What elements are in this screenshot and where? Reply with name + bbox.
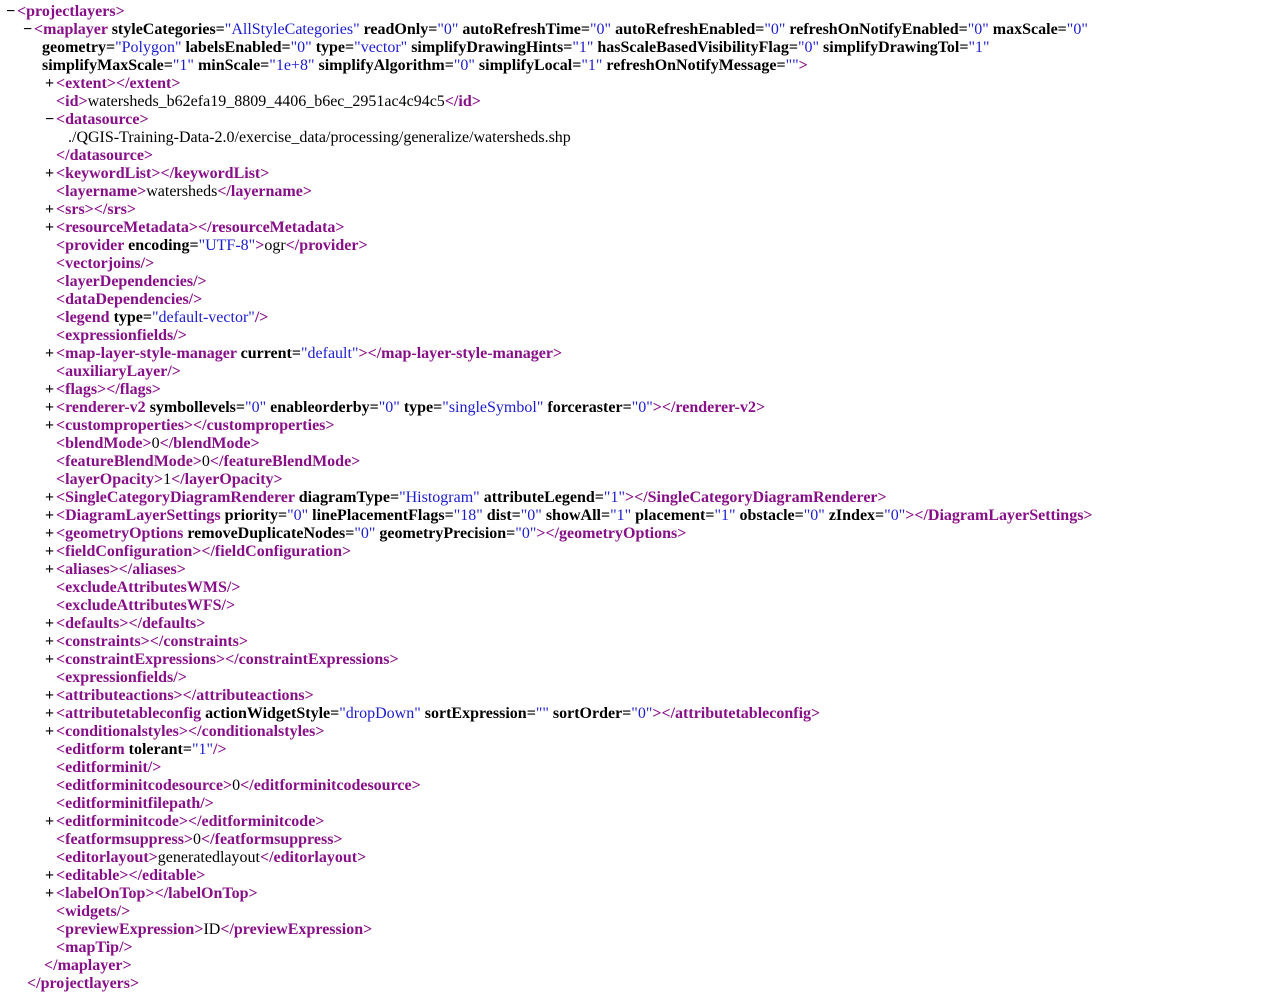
xml-attribute-name: hasScaleBasedVisibilityFlag= [593, 39, 798, 56]
xml-text-content: ./QGIS-Training-Data-2.0/exercise_data/processing/generalize/watersheds.shp [68, 129, 571, 146]
xml-attribute-name: minScale= [193, 57, 270, 74]
xml-attribute-value: "0" [631, 705, 653, 722]
xml-attribute-value: "0" [520, 507, 542, 524]
xml-attribute-value: "default" [300, 345, 359, 362]
xml-attribute-name: styleCategories= [107, 21, 225, 38]
xml-attribute-value: "dropDown" [339, 705, 421, 722]
xml-line [0, 345, 1266, 363]
xml-attribute-value: "singleSymbol" [442, 399, 544, 416]
xml-line [0, 507, 1266, 525]
expand-toggle-icon[interactable]: + [45, 417, 55, 434]
xml-line [0, 705, 1266, 723]
xml-tag: ></map-layer-style-manager> [358, 345, 563, 362]
xml-attribute-name: diagramType= [294, 489, 400, 506]
xml-attribute-value: "default-vector" [152, 309, 255, 326]
xml-attribute-name: type= [399, 399, 443, 416]
xml-tag: <editorlayout> [56, 849, 158, 866]
expand-toggle-icon[interactable]: + [45, 219, 55, 236]
collapse-toggle-icon[interactable]: − [23, 21, 33, 38]
xml-tag: <keywordList></keywordList> [56, 165, 270, 182]
expand-toggle-icon[interactable]: + [45, 543, 55, 560]
xml-line [0, 129, 1266, 147]
xml-tag: <customproperties></customproperties> [56, 417, 335, 434]
xml-attribute-value: "0" [967, 21, 989, 38]
xml-line [0, 867, 1266, 885]
xml-attribute-name: obstacle= [735, 507, 804, 524]
xml-line [0, 165, 1266, 183]
xml-line [0, 363, 1266, 381]
expand-toggle-icon[interactable]: + [45, 201, 55, 218]
xml-tag: <widgets/> [56, 903, 131, 920]
xml-tag: <attributetableconfig [56, 705, 202, 722]
xml-tag: <expressionfields/> [56, 327, 187, 344]
xml-attribute-value: "0" [1066, 21, 1088, 38]
xml-tag: <map-layer-style-manager [56, 345, 237, 362]
xml-tag: <layerOpacity> [56, 471, 164, 488]
xml-attribute-name: current= [236, 345, 301, 362]
xml-line [0, 723, 1266, 741]
xml-tag: <maplayer [34, 21, 108, 38]
xml-line [0, 903, 1266, 921]
xml-attribute-value: "AllStyleCategories" [224, 21, 360, 38]
xml-tag: <provider [56, 237, 125, 254]
xml-line [0, 615, 1266, 633]
xml-tag: ></renderer-v2> [652, 399, 766, 416]
expand-toggle-icon[interactable]: + [45, 165, 55, 182]
xml-tag: <fieldConfiguration></fieldConfiguration> [56, 543, 352, 560]
xml-attribute-value: "0" [245, 399, 267, 416]
xml-attribute-name: refreshOnNotifyMessage= [602, 57, 786, 74]
xml-tag: <featureBlendMode> [56, 453, 202, 470]
xml-line [0, 309, 1266, 327]
xml-attribute-name: actionWidgetStyle= [201, 705, 340, 722]
xml-attribute-value: "1" [581, 57, 603, 74]
xml-line [0, 21, 1266, 39]
xml-attribute-name: autoRefreshTime= [458, 21, 591, 38]
xml-tag: </blendMode> [159, 435, 260, 452]
xml-tag: <editforminitcodesource> [56, 777, 233, 794]
xml-line [0, 795, 1266, 813]
xml-tag: <dataDependencies/> [56, 291, 203, 308]
xml-tag: <datasource> [56, 111, 149, 128]
xml-line [0, 777, 1266, 795]
xml-line [0, 597, 1266, 615]
xml-attribute-value: "1" [172, 57, 194, 74]
xml-line [0, 939, 1266, 957]
xml-attribute-name: simplifyMaxScale= [42, 57, 173, 74]
xml-line [0, 147, 1266, 165]
xml-line [0, 3, 1266, 21]
xml-attribute-name: refreshOnNotifyEnabled= [785, 21, 968, 38]
xml-attribute-name: geometryPrecision= [375, 525, 516, 542]
xml-attribute-value: "vector" [354, 39, 408, 56]
xml-tag: <constraintExpressions></constraintExpressions> [56, 651, 399, 668]
xml-tag: <flags></flags> [56, 381, 161, 398]
xml-line [0, 489, 1266, 507]
xml-attribute-value: "UTF-8" [198, 237, 256, 254]
xml-text-content: 0 [232, 777, 241, 794]
xml-tag: <id> [56, 93, 88, 110]
xml-line [0, 687, 1266, 705]
xml-tag: <excludeAttributesWFS/> [56, 597, 236, 614]
xml-line [0, 831, 1266, 849]
expand-toggle-icon[interactable]: + [45, 75, 55, 92]
xml-attribute-name: linePlacementFlags= [308, 507, 454, 524]
xml-line [0, 219, 1266, 237]
xml-tag: <layerDependencies/> [56, 273, 207, 290]
xml-tag: <labelOnTop></labelOnTop> [56, 885, 258, 902]
xml-line [0, 255, 1266, 273]
xml-line [0, 111, 1266, 129]
xml-tag: <editform [56, 741, 125, 758]
xml-line [0, 93, 1266, 111]
xml-attribute-name: type= [311, 39, 355, 56]
xml-attribute-value: "0" [764, 21, 786, 38]
xml-attribute-name: simplifyAlgorithm= [314, 57, 454, 74]
xml-text-content: generatedlayout [157, 849, 260, 866]
xml-line [0, 741, 1266, 759]
xml-tag: <legend [56, 309, 110, 326]
xml-line [0, 453, 1266, 471]
xml-tag: <editforminitcode></editforminitcode> [56, 813, 325, 830]
expand-toggle-icon[interactable]: + [45, 345, 55, 362]
expand-toggle-icon[interactable]: + [45, 399, 55, 416]
xml-attribute-value: "0" [631, 399, 653, 416]
xml-text-content: 1 [163, 471, 172, 488]
xml-line [0, 291, 1266, 309]
expand-toggle-icon[interactable]: + [45, 489, 55, 506]
xml-attribute-name: symbollevels= [145, 399, 246, 416]
xml-attribute-value: "0" [515, 525, 537, 542]
xml-attribute-value: "1" [191, 741, 214, 758]
expand-toggle-icon[interactable]: + [45, 633, 55, 650]
expand-toggle-icon[interactable]: + [45, 615, 55, 632]
xml-tag: <editforminit/> [56, 759, 162, 776]
xml-tag: </provider> [285, 237, 368, 254]
xml-line [0, 39, 1266, 57]
xml-line [0, 579, 1266, 597]
xml-line [0, 561, 1266, 579]
xml-attribute-name: dist= [482, 507, 521, 524]
xml-tag: <conditionalstyles></conditionalstyles> [56, 723, 325, 740]
expand-toggle-icon[interactable]: + [45, 687, 55, 704]
xml-attribute-value: "1" [968, 39, 990, 56]
xml-line [0, 471, 1266, 489]
expand-toggle-icon[interactable]: + [45, 885, 55, 902]
xml-attribute-value: "Polygon" [115, 39, 182, 56]
xml-tag: <editable></editable> [56, 867, 206, 884]
xml-tag: > [798, 57, 808, 74]
expand-toggle-icon[interactable]: + [45, 705, 55, 722]
xml-attribute-value: "0" [884, 507, 906, 524]
xml-line [0, 957, 1266, 975]
xml-line [0, 57, 1266, 75]
xml-attribute-value: "18" [453, 507, 483, 524]
xml-text-content: 0 [193, 831, 202, 848]
xml-attribute-name: readOnly= [359, 21, 438, 38]
expand-toggle-icon[interactable]: + [45, 867, 55, 884]
xml-attribute-value: "1e+8" [269, 57, 315, 74]
xml-attribute-value: "0" [590, 21, 612, 38]
xml-attribute-value: "0" [354, 525, 376, 542]
xml-tag: <defaults></defaults> [56, 615, 206, 632]
expand-toggle-icon[interactable]: + [45, 813, 55, 830]
xml-text-content: ID [203, 921, 221, 938]
collapse-toggle-icon[interactable]: − [45, 111, 55, 128]
xml-tag: <renderer-v2 [56, 399, 146, 416]
xml-text-content: 0 [201, 453, 210, 470]
xml-attribute-name: encoding= [124, 237, 199, 254]
xml-attribute-value: "1" [714, 507, 736, 524]
collapse-toggle-icon[interactable]: − [6, 3, 16, 20]
xml-line [0, 885, 1266, 903]
xml-tag: </id> [444, 93, 481, 110]
xml-line [0, 921, 1266, 939]
xml-attribute-value: "Histogram" [399, 489, 480, 506]
xml-tag: /> [254, 309, 269, 326]
xml-tag: </featureBlendMode> [209, 453, 361, 470]
xml-attribute-name: maxScale= [988, 21, 1067, 38]
xml-tag: <resourceMetadata></resourceMetadata> [56, 219, 345, 236]
xml-line [0, 651, 1266, 669]
xml-text-content: ogr [264, 237, 286, 254]
xml-attribute-value: "0" [437, 21, 459, 38]
xml-attribute-value: "0" [287, 507, 309, 524]
xml-text-content: watersheds_b62efa19_8809_4406_b6ec_2951ac4c94c5 [87, 93, 445, 110]
xml-attribute-name: sortExpression= [420, 705, 536, 722]
xml-tag: </layername> [217, 183, 312, 200]
xml-tag: </previewExpression> [220, 921, 373, 938]
xml-attribute-name: attributeLegend= [479, 489, 604, 506]
xml-attribute-value: "" [535, 705, 549, 722]
xml-line [0, 399, 1266, 417]
xml-tag: <aliases></aliases> [56, 561, 186, 578]
xml-tag: <srs></srs> [56, 201, 137, 218]
xml-tag: </projectlayers> [27, 975, 140, 992]
xml-attribute-value: "" [785, 57, 799, 74]
xml-attribute-value: "1" [603, 489, 625, 506]
xml-tag: ></attributetableconfig> [652, 705, 821, 722]
xml-tag: <attributeactions></attributeactions> [56, 687, 314, 704]
xml-tag: ></DiagramLayerSettings> [905, 507, 1093, 524]
xml-attribute-value: "0" [378, 399, 400, 416]
xml-line [0, 525, 1266, 543]
xml-line [0, 669, 1266, 687]
xml-tag: <excludeAttributesWMS/> [56, 579, 241, 596]
xml-line [0, 75, 1266, 93]
xml-line [0, 201, 1266, 219]
xml-line [0, 183, 1266, 201]
xml-line [0, 417, 1266, 435]
xml-line [0, 543, 1266, 561]
xml-attribute-name: showAll= [541, 507, 611, 524]
xml-tag: <layername> [56, 183, 147, 200]
xml-tag: </maplayer> [44, 957, 132, 974]
xml-tag: <blendMode> [56, 435, 152, 452]
xml-tag: </layerOpacity> [171, 471, 283, 488]
xml-attribute-value: "0" [797, 39, 820, 56]
xml-attribute-name: priority= [220, 507, 288, 524]
xml-tag: <geometryOptions [56, 525, 184, 542]
xml-tag: <vectorjoins/> [56, 255, 155, 272]
xml-attribute-name: removeDuplicateNodes= [183, 525, 355, 542]
xml-attribute-value: "1" [610, 507, 632, 524]
expand-toggle-icon[interactable]: + [45, 561, 55, 578]
xml-line [0, 813, 1266, 831]
xml-attribute-name: autoRefreshEnabled= [611, 21, 765, 38]
xml-tag: ></geometryOptions> [536, 525, 687, 542]
xml-line [0, 435, 1266, 453]
xml-tag: </editorlayout> [259, 849, 367, 866]
xml-tag: <expressionfields/> [56, 669, 187, 686]
xml-attribute-name: placement= [631, 507, 715, 524]
xml-attribute-name: simplifyDrawingTol= [819, 39, 969, 56]
xml-text-content: watersheds [146, 183, 218, 200]
xml-line [0, 759, 1266, 777]
xml-line [0, 237, 1266, 255]
xml-attribute-value: "0" [803, 507, 825, 524]
xml-tag: <previewExpression> [56, 921, 204, 938]
xml-tag: <extent></extent> [56, 75, 181, 92]
xml-attribute-name: sortOrder= [548, 705, 632, 722]
xml-tag: /> [213, 741, 227, 758]
xml-attribute-name: tolerant= [124, 741, 192, 758]
xml-attribute-name: type= [109, 309, 153, 326]
xml-tag: </editforminitcodesource> [240, 777, 421, 794]
expand-toggle-icon[interactable]: + [45, 723, 55, 740]
xml-text-content: 0 [151, 435, 160, 452]
xml-attribute-value: "0" [453, 57, 475, 74]
xml-tag: </datasource> [56, 147, 154, 164]
xml-tag: <projectlayers> [17, 3, 125, 20]
xml-tag: <auxiliaryLayer/> [56, 363, 181, 380]
xml-tag: <SingleCategoryDiagramRenderer [56, 489, 295, 506]
expand-toggle-icon[interactable]: + [45, 525, 55, 542]
xml-tag: </featformsuppress> [201, 831, 343, 848]
xml-attribute-value: "1" [572, 39, 594, 56]
xml-attribute-name: zIndex= [824, 507, 885, 524]
expand-toggle-icon[interactable]: + [45, 381, 55, 398]
xml-line [0, 633, 1266, 651]
xml-tag: > [255, 237, 265, 254]
xml-tag: <editforminitfilepath/> [56, 795, 214, 812]
xml-line [0, 273, 1266, 291]
xml-line [0, 327, 1266, 345]
xml-line [0, 975, 1266, 993]
xml-line [0, 849, 1266, 867]
xml-attribute-name: forceraster= [543, 399, 632, 416]
xml-tag: <mapTip/> [56, 939, 133, 956]
xml-attribute-name: simplifyLocal= [474, 57, 582, 74]
xml-attribute-name: simplifyDrawingHints= [407, 39, 573, 56]
xml-tag: <DiagramLayerSettings [56, 507, 221, 524]
xml-tag: <featformsuppress> [56, 831, 194, 848]
xml-attribute-name: labelsEnabled= [181, 39, 291, 56]
xml-attribute-value: "0" [290, 39, 312, 56]
expand-toggle-icon[interactable]: + [45, 507, 55, 524]
xml-attribute-name: geometry= [42, 39, 116, 56]
xml-line [0, 381, 1266, 399]
xml-tag: ></SingleCategoryDiagramRenderer> [624, 489, 887, 506]
expand-toggle-icon[interactable]: + [45, 651, 55, 668]
xml-tag: <constraints></constraints> [56, 633, 249, 650]
xml-attribute-name: enableorderby= [266, 399, 379, 416]
